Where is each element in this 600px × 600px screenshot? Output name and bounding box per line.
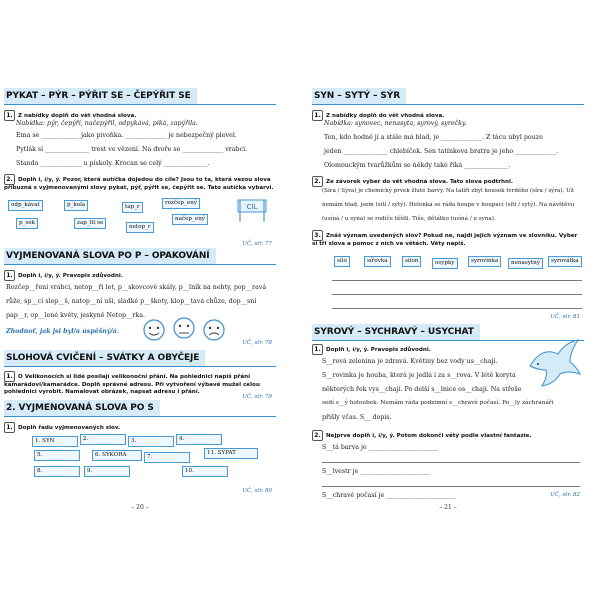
- textbook-reference: UČ, str. 78: [242, 340, 272, 346]
- task-instruction: [4, 422, 274, 433]
- instruction-text: O Velikonocích si lidé posílají velikonoční přání. Na pohlednici napiš přání kamarádovi/kamarádce. Doplň správné adresu. Při vytvoření výbavě mužel celou pohlednici vyrobit. Namalovat obrázek, napsat adresu i přání.: [4, 374, 260, 395]
- vocab-word: silon: [402, 256, 421, 267]
- instruction-text: Doplň i, í/y, ý. Pravopis zdůvodni.: [18, 273, 123, 279]
- left-page: [4, 88, 276, 514]
- word-box[interactable]: 7.: [144, 452, 190, 463]
- car-word: p_sek: [16, 218, 38, 229]
- task-number: 1.: [4, 110, 15, 121]
- answer-line[interactable]: [332, 294, 582, 295]
- car-word: tap_r: [122, 202, 143, 213]
- task-instruction: [4, 174, 274, 192]
- vocab-word: osypky: [432, 258, 458, 269]
- textbook-reference: UČ, str. 82: [550, 492, 580, 498]
- vocab-word: nenasytný: [508, 258, 543, 269]
- instruction-text: Doplň řadu vyjmenovaných slov.: [18, 425, 121, 431]
- textbook-reference: UČ, str. 79: [242, 394, 272, 400]
- sentence-line: S__lvestr je ______________________: [322, 468, 430, 475]
- task-number: 1.: [4, 270, 15, 281]
- vocab-word: syrovátka: [548, 256, 582, 267]
- instruction-text: Z nabídky doplň do vět vhodná slova.: [326, 113, 445, 119]
- word-box[interactable]: 4.: [176, 434, 222, 445]
- sentence-line: (usíná / u syna) se rodiče těšili. Tiše, dětátko (usíná / u syna).: [322, 216, 496, 222]
- task-number: 1.: [4, 422, 15, 433]
- instruction-text: Z nabídky doplň do vět vhodná slova.: [18, 113, 137, 119]
- instruction-text: Znáš význam uvedených slov? Pokud ne, najdi jejich význam ve slovníku. Vyber si tři slova a pomoc z nich ve větách. Věty napiš.: [312, 233, 578, 247]
- sentence-line: jeden ______________ chlebíček. Sen tatínkova bratra je jeho _____________.: [324, 148, 559, 155]
- car-word: načep_ený: [172, 214, 208, 225]
- task-instruction: [4, 371, 274, 396]
- section-header: [4, 248, 276, 265]
- textbook-reference: UČ, str. 81: [550, 314, 580, 320]
- word-box[interactable]: 11. SYPAT: [204, 448, 258, 459]
- car-word: p_kola: [64, 200, 88, 211]
- answer-line[interactable]: [322, 462, 580, 463]
- section-title: SYN – SYTÝ – SÝR: [312, 88, 406, 104]
- self-evaluation-note: Zhodnoť, jak jsi byl/a úspěšný/á.: [6, 328, 120, 335]
- word-box[interactable]: 2.: [80, 434, 126, 445]
- sentence-line: Ten, kdo hodně jí a stále má hlad, je _____________. Z tácu ubyl pouze: [324, 134, 543, 141]
- page-number: – 21 –: [439, 504, 457, 511]
- car-word: rozčep_ený: [162, 198, 200, 209]
- answer-line[interactable]: [332, 308, 582, 309]
- task-instruction: [312, 430, 582, 441]
- sentence-line: sedí s__ý holoubek. Nemám ráda podzimní s__chravé počasí. Po__ly záchranáři: [322, 400, 554, 406]
- dove-icon: [524, 336, 582, 392]
- car-word: netop_r: [126, 222, 154, 233]
- sentence-line: nemám hlad, jsem (sití / sytý). Helenka se ráda houpe v houpací (síti / sytý). Na návštěvu: [322, 202, 575, 208]
- task-number: 2.: [312, 176, 323, 187]
- instruction-text: Doplň i, í/y, ý. Pravopis zdůvodni.: [326, 347, 431, 353]
- right-page: [312, 88, 584, 514]
- task-number: 1.: [312, 344, 323, 355]
- task-number: 2.: [4, 174, 15, 185]
- sentence-line: S__rovinka je houba, která je jedlá i za s__rova. V létě koryta: [322, 372, 516, 379]
- textbook-reference: UČ, str. 80: [242, 488, 272, 494]
- offer-text: Nabídka: pýr, čepýří, načepýřil, odpykává, piká, zapýřila.: [16, 120, 198, 127]
- word-box[interactable]: 5.: [34, 450, 80, 461]
- car-word: zap_lit se: [74, 218, 106, 229]
- word-box[interactable]: 8.: [34, 466, 80, 477]
- textbook-reference: UČ, str. 77: [242, 241, 272, 247]
- sentence-line: (Síra / Sýra) je chemický prvek žluté barvy. Na talíři zbyl kousek tvrdého (síra / sýra). Už: [322, 188, 574, 194]
- car-word: odp_kávat: [8, 200, 43, 211]
- answer-line[interactable]: [322, 486, 580, 487]
- sentence-line: pap__r, op__lené květy, jeskyně Netop__rka.: [6, 312, 145, 319]
- vocab-word: silo: [334, 256, 350, 267]
- sentence-line: růže, sp__cí slep__š, natop__ní uši, sladké p__škoty, klop__tavá chůze, dop__sní: [6, 298, 257, 305]
- answer-line[interactable]: [332, 280, 582, 281]
- offer-text: Nabídka: synovec, nenasyta, syrový, syrečky.: [324, 120, 467, 127]
- sentence-line: přišly včas. S__ dopis.: [322, 414, 392, 421]
- word-box[interactable]: 9.: [84, 466, 130, 477]
- section-header: [4, 350, 276, 367]
- task-number: 2.: [312, 430, 323, 441]
- word-box[interactable]: 1. SYN: [32, 436, 78, 447]
- instruction-text: Nejprve doplň i, í/y, ý. Potom dokonči věty podle vlastní fantazie.: [326, 433, 532, 439]
- task-instruction: [312, 344, 512, 355]
- instruction-text: Ze závorek vyber do vět vhodná slova. Tato slova podtrhni.: [326, 179, 514, 185]
- section-header: [312, 88, 584, 105]
- section-header: [4, 88, 276, 105]
- task-number: 3.: [312, 230, 323, 241]
- page-number: – 20 –: [131, 504, 149, 511]
- task-number: 1.: [312, 110, 323, 121]
- section-title: SLOHOVÁ CVIČENÍ – SVÁTKY A OBYČEJE: [4, 350, 205, 366]
- word-box[interactable]: 6. SÝKORA: [92, 450, 142, 461]
- instruction-text: Doplň i, í/y, ý. Pozor, která autíčka dojedou do cíle? Jsou to ta, která vezou slova příbuzná s vyjmenovanými slovy pykat, pýř, pýřit se, čepýřit se. Tato autíčka vybarvi.: [4, 177, 274, 191]
- section-title: PYKAT – PÝR – PÝŘIT SE – ČEPÝŘIT SE: [4, 88, 197, 104]
- word-box[interactable]: 3.: [128, 436, 174, 447]
- sentence-line: S__chravé počasí je ______________________: [322, 492, 456, 499]
- svg-text:CÍL: CÍL: [246, 203, 258, 211]
- sentence-line: S__rová zelenina je zdravá. Květiny bez vody us__chají.: [322, 358, 498, 365]
- sentence-line: S__tá barva je ______________________: [322, 444, 438, 451]
- task-instruction: [4, 270, 274, 281]
- section-header: [4, 400, 276, 417]
- task-instruction: [312, 176, 582, 187]
- vocab-word: sířovka: [364, 256, 391, 267]
- sentence-line: některých řek vys__chají. Po delší s__lnice os__chají. Na střeše: [322, 386, 522, 393]
- task-number: 1.: [4, 371, 15, 382]
- sentence-line: Ema se ____________ jako pivoňka. _____________ je nebezpečný plevel.: [16, 132, 237, 139]
- section-title: SYROVÝ – SYCHRAVÝ – USYCHAT: [312, 324, 480, 340]
- sentence-line: Rozčep__ření vrabci, netop__ři let, p__skovcové skály, p__lník na nehty, pop__ravá: [6, 284, 267, 291]
- sentence-line: Pytlák si ______________ trest ve vězení. Na dvoře se _____________ vrabci.: [16, 146, 248, 153]
- sentence-line: Standa _____________ u pískoly. Krocan se celý ______________.: [16, 160, 210, 167]
- section-title: 2. VYJMENOVANÁ SLOVA PO S: [4, 400, 160, 416]
- vocab-word: syrovinka: [468, 256, 501, 267]
- word-box[interactable]: 10.: [182, 466, 228, 477]
- sentence-line: Olomouckým tvarůžkům se někdy také říká ______________.: [324, 162, 511, 169]
- section-title: VYJMENOVANÁ SLOVA PO P – OPAKOVÁNÍ: [4, 248, 216, 264]
- task-instruction: [312, 230, 582, 248]
- finish-flag-icon: [234, 196, 270, 224]
